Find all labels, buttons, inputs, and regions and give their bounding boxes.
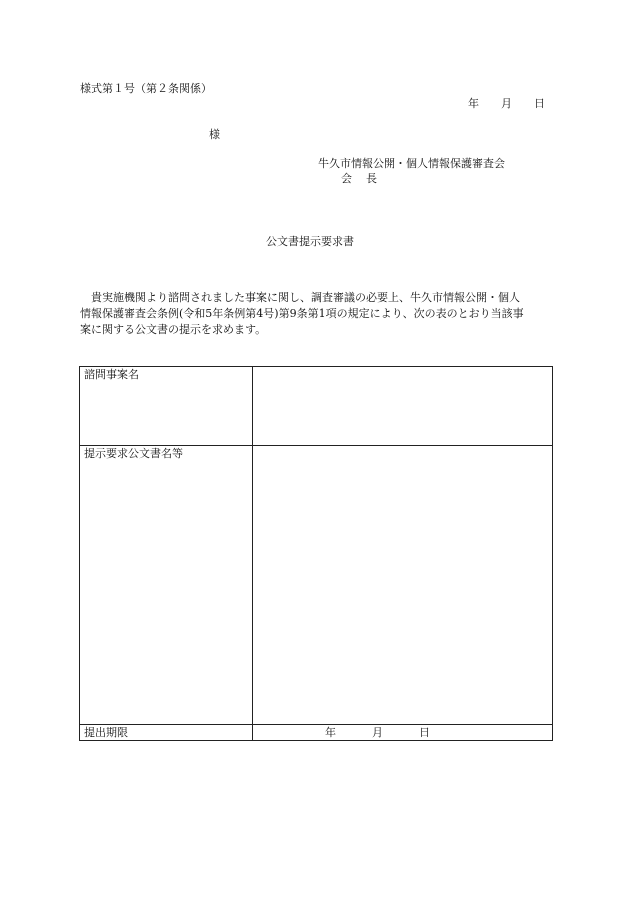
request-table [79,366,553,741]
deadline-day-label: 日 [419,726,430,739]
deadline-label: 提出期限 [80,725,253,741]
body-line-3: 案に関する公文書の提示を求めます。 [80,323,267,336]
requested-documents-label: 提示要求公文書名等 [80,446,253,725]
form-number: 様式第１号（第２条関係） [80,82,212,95]
addressee-suffix: 様 [209,128,220,141]
sender-role-part2: 長 [366,172,377,185]
table-row-documents [80,446,553,725]
deadline-year-label: 年 [325,726,336,739]
table-row-inquiry [80,367,553,446]
body-paragraph [80,290,556,338]
body-line-2: 情報保護審査会条例(令和5年条例第4号)第9条第1項の規定により、次の表のとおり当該事 [80,307,524,320]
date-line [468,95,545,111]
date-day-label: 日 [534,97,545,110]
deadline-value[interactable] [253,725,553,741]
inquiry-case-value[interactable] [253,367,553,446]
body-line-1: 貴実施機関より諮問されました事案に関し、調査審議の必要上、牛久市情報公開・個人 [80,291,520,304]
date-month-label: 月 [501,97,512,110]
sender-role-part1: 会 [341,172,352,185]
deadline-month-label: 月 [372,726,383,739]
table-row-deadline [80,725,553,741]
sender-role [341,170,377,186]
requested-documents-value[interactable] [253,446,553,725]
sender-organization: 牛久市情報公開・個人情報保護審査会 [318,157,505,170]
document-title: 公文書提示要求書 [266,235,354,248]
inquiry-case-label: 諮問事案名 [80,367,253,446]
date-year-label: 年 [468,97,479,110]
